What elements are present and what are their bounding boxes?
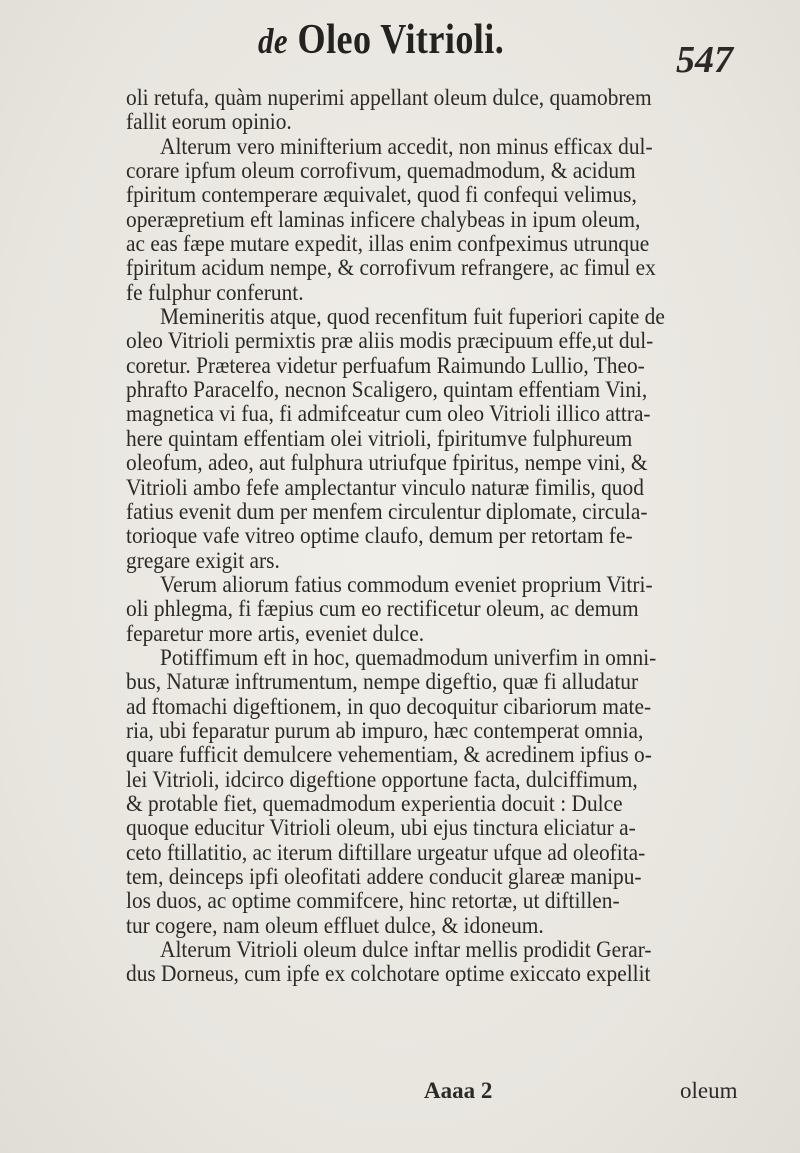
text-line-content: phrafto Paracelfo, necnon Scaligero, quintam effentiam Vini, xyxy=(126,378,648,403)
signature-mark: Aaaa 2 xyxy=(424,1078,493,1103)
text-line-content: quare fufficit demulcere vehementiam, & acredinem ipfius o- xyxy=(126,743,652,768)
text-line-content: dus Dorneus, cum ipfe ex colchotare optime exiccato expellit xyxy=(126,962,651,987)
text-line xyxy=(126,402,766,426)
page-header xyxy=(0,14,800,81)
text-line xyxy=(126,889,766,913)
text-line xyxy=(126,110,766,134)
text-line-content: quoque educitur Vitrioli oleum, ubi ejus tinctura eliciatur a- xyxy=(126,816,636,841)
text-line-content: fpiritum acidum nempe, & corrofivum refrangere, ac fimul ex xyxy=(126,256,656,281)
running-head xyxy=(258,16,504,64)
text-line xyxy=(126,208,766,232)
text-line-content: oli retufa, quàm nuperimi appellant oleum dulce, quamobrem xyxy=(126,86,652,110)
text-line xyxy=(126,938,766,962)
text-line xyxy=(126,183,766,207)
text-line-content: ceto ftillatitio, ac iterum diftillare urgeatur ufque ad oleofita- xyxy=(126,840,646,865)
text-line-content: coretur. Præterea videtur perfuafum Raimundo Lullio, Theo- xyxy=(126,353,645,378)
text-line xyxy=(126,256,766,280)
text-line-content: Vitrioli ambo fefe amplectantur vinculo naturæ fimilis, quod xyxy=(126,475,644,500)
text-line-content: Alterum Vitrioli oleum dulce inftar mellis prodidit Gerar- xyxy=(160,938,652,963)
text-line xyxy=(126,597,766,621)
text-line-content: tur cogere, nam oleum effluet dulce, & idoneum. xyxy=(126,913,544,938)
page-footer xyxy=(0,1078,800,1108)
text-line xyxy=(126,865,766,889)
text-line xyxy=(126,232,766,256)
text-line xyxy=(126,792,766,816)
text-line xyxy=(126,159,766,183)
text-line-content: bus, Naturæ inftrumentum, nempe digeftio, quæ fi alludatur xyxy=(126,670,639,695)
text-line-content: operæpretium eft laminas inficere chalybeas in ipum oleum, xyxy=(126,207,641,232)
text-line xyxy=(126,914,766,938)
text-line-content: here quintam effentiam olei vitrioli, fpiritumve fulphureum xyxy=(126,426,633,451)
text-line xyxy=(126,451,766,475)
text-line-content: corare ipfum oleum corrofivum, quemadmodum, & acidum xyxy=(126,159,636,184)
text-line xyxy=(126,549,766,573)
text-line-content: torioque vafe vitreo optime claufo, demum per retortam fe- xyxy=(126,524,633,549)
text-line-content: Memineritis atque, quod recenfitum fuit fuperiori capite de xyxy=(160,305,665,330)
text-line-content: fatius evenit dum per menfem circulentur diplomate, circula- xyxy=(126,499,648,524)
text-line xyxy=(126,500,766,524)
text-line xyxy=(126,646,766,670)
text-line-content: lei Vitrioli, idcirco digeftione opportune facta, dulciffimum, xyxy=(126,767,638,792)
running-head-prefix: de xyxy=(258,21,289,61)
text-line xyxy=(126,86,766,110)
text-line xyxy=(126,329,766,353)
text-line xyxy=(126,719,766,743)
text-line-content: gregare exigit ars. xyxy=(126,548,280,573)
text-line xyxy=(126,768,766,792)
page-number: 547 xyxy=(676,39,733,81)
text-line xyxy=(126,135,766,159)
text-line xyxy=(126,816,766,840)
text-line xyxy=(126,841,766,865)
text-line-content: ac eas fæpe mutare expedit, illas enim confpeximus utrunque xyxy=(126,232,650,257)
text-line xyxy=(126,427,766,451)
text-line-content: magnetica vi fua, fi admifceatur cum oleo Vitrioli illico attra- xyxy=(126,402,651,427)
text-line-content: ria, ubi feparatur purum ab impuro, hæc contemperat omnia, xyxy=(126,718,644,743)
text-line-content: fe fulphur conferunt. xyxy=(126,280,304,305)
text-line-content: oli phlegma, fi fæpius cum eo rectificetur oleum, ac demum xyxy=(126,597,639,622)
text-line xyxy=(126,354,766,378)
text-line xyxy=(126,573,766,597)
text-line-content: feparetur more artis, eveniet dulce. xyxy=(126,621,425,646)
text-line xyxy=(126,743,766,767)
text-line xyxy=(126,524,766,548)
text-line-content: los duos, ac optime commifcere, hinc retortæ, ut diftillen- xyxy=(126,889,620,914)
text-line xyxy=(126,305,766,329)
text-line xyxy=(126,670,766,694)
text-line-content: oleofum, adeo, aut fulphura utriufque fpiritus, nempe vini, & xyxy=(126,451,648,476)
catchword: oleum xyxy=(680,1078,738,1103)
text-line-content: fallit eorum opinio. xyxy=(126,110,292,135)
text-line-content: Verum aliorum fatius commodum eveniet proprium Vitri- xyxy=(160,572,653,597)
text-line-content: ad ftomachi digeftionem, in quo decoquitur cibariorum mate- xyxy=(126,694,652,719)
text-line-content: oleo Vitrioli permixtis præ aliis modis præcipuum effe,ut dul- xyxy=(126,329,654,354)
text-line-content: & protable fiet, quemadmodum experientia docuit : Dulce xyxy=(126,791,623,816)
body-text xyxy=(126,86,766,987)
text-line-content: Potiffimum eft in hoc, quemadmodum univerfim in omni- xyxy=(160,645,657,670)
text-line xyxy=(126,281,766,305)
running-head-title: Oleo Vitrioli. xyxy=(297,17,505,63)
text-line xyxy=(126,378,766,402)
text-line-content: Alterum vero minifterium accedit, non minus efficax dul- xyxy=(160,134,653,159)
text-line xyxy=(126,476,766,500)
text-line xyxy=(126,962,766,986)
text-line-content: fpiritum contemperare æquivalet, quod fi confequi velimus, xyxy=(126,183,637,208)
text-line xyxy=(126,622,766,646)
text-line-content: tem, deinceps ipfi oleofitati addere conducit glareæ manipu- xyxy=(126,865,642,889)
text-line xyxy=(126,695,766,719)
